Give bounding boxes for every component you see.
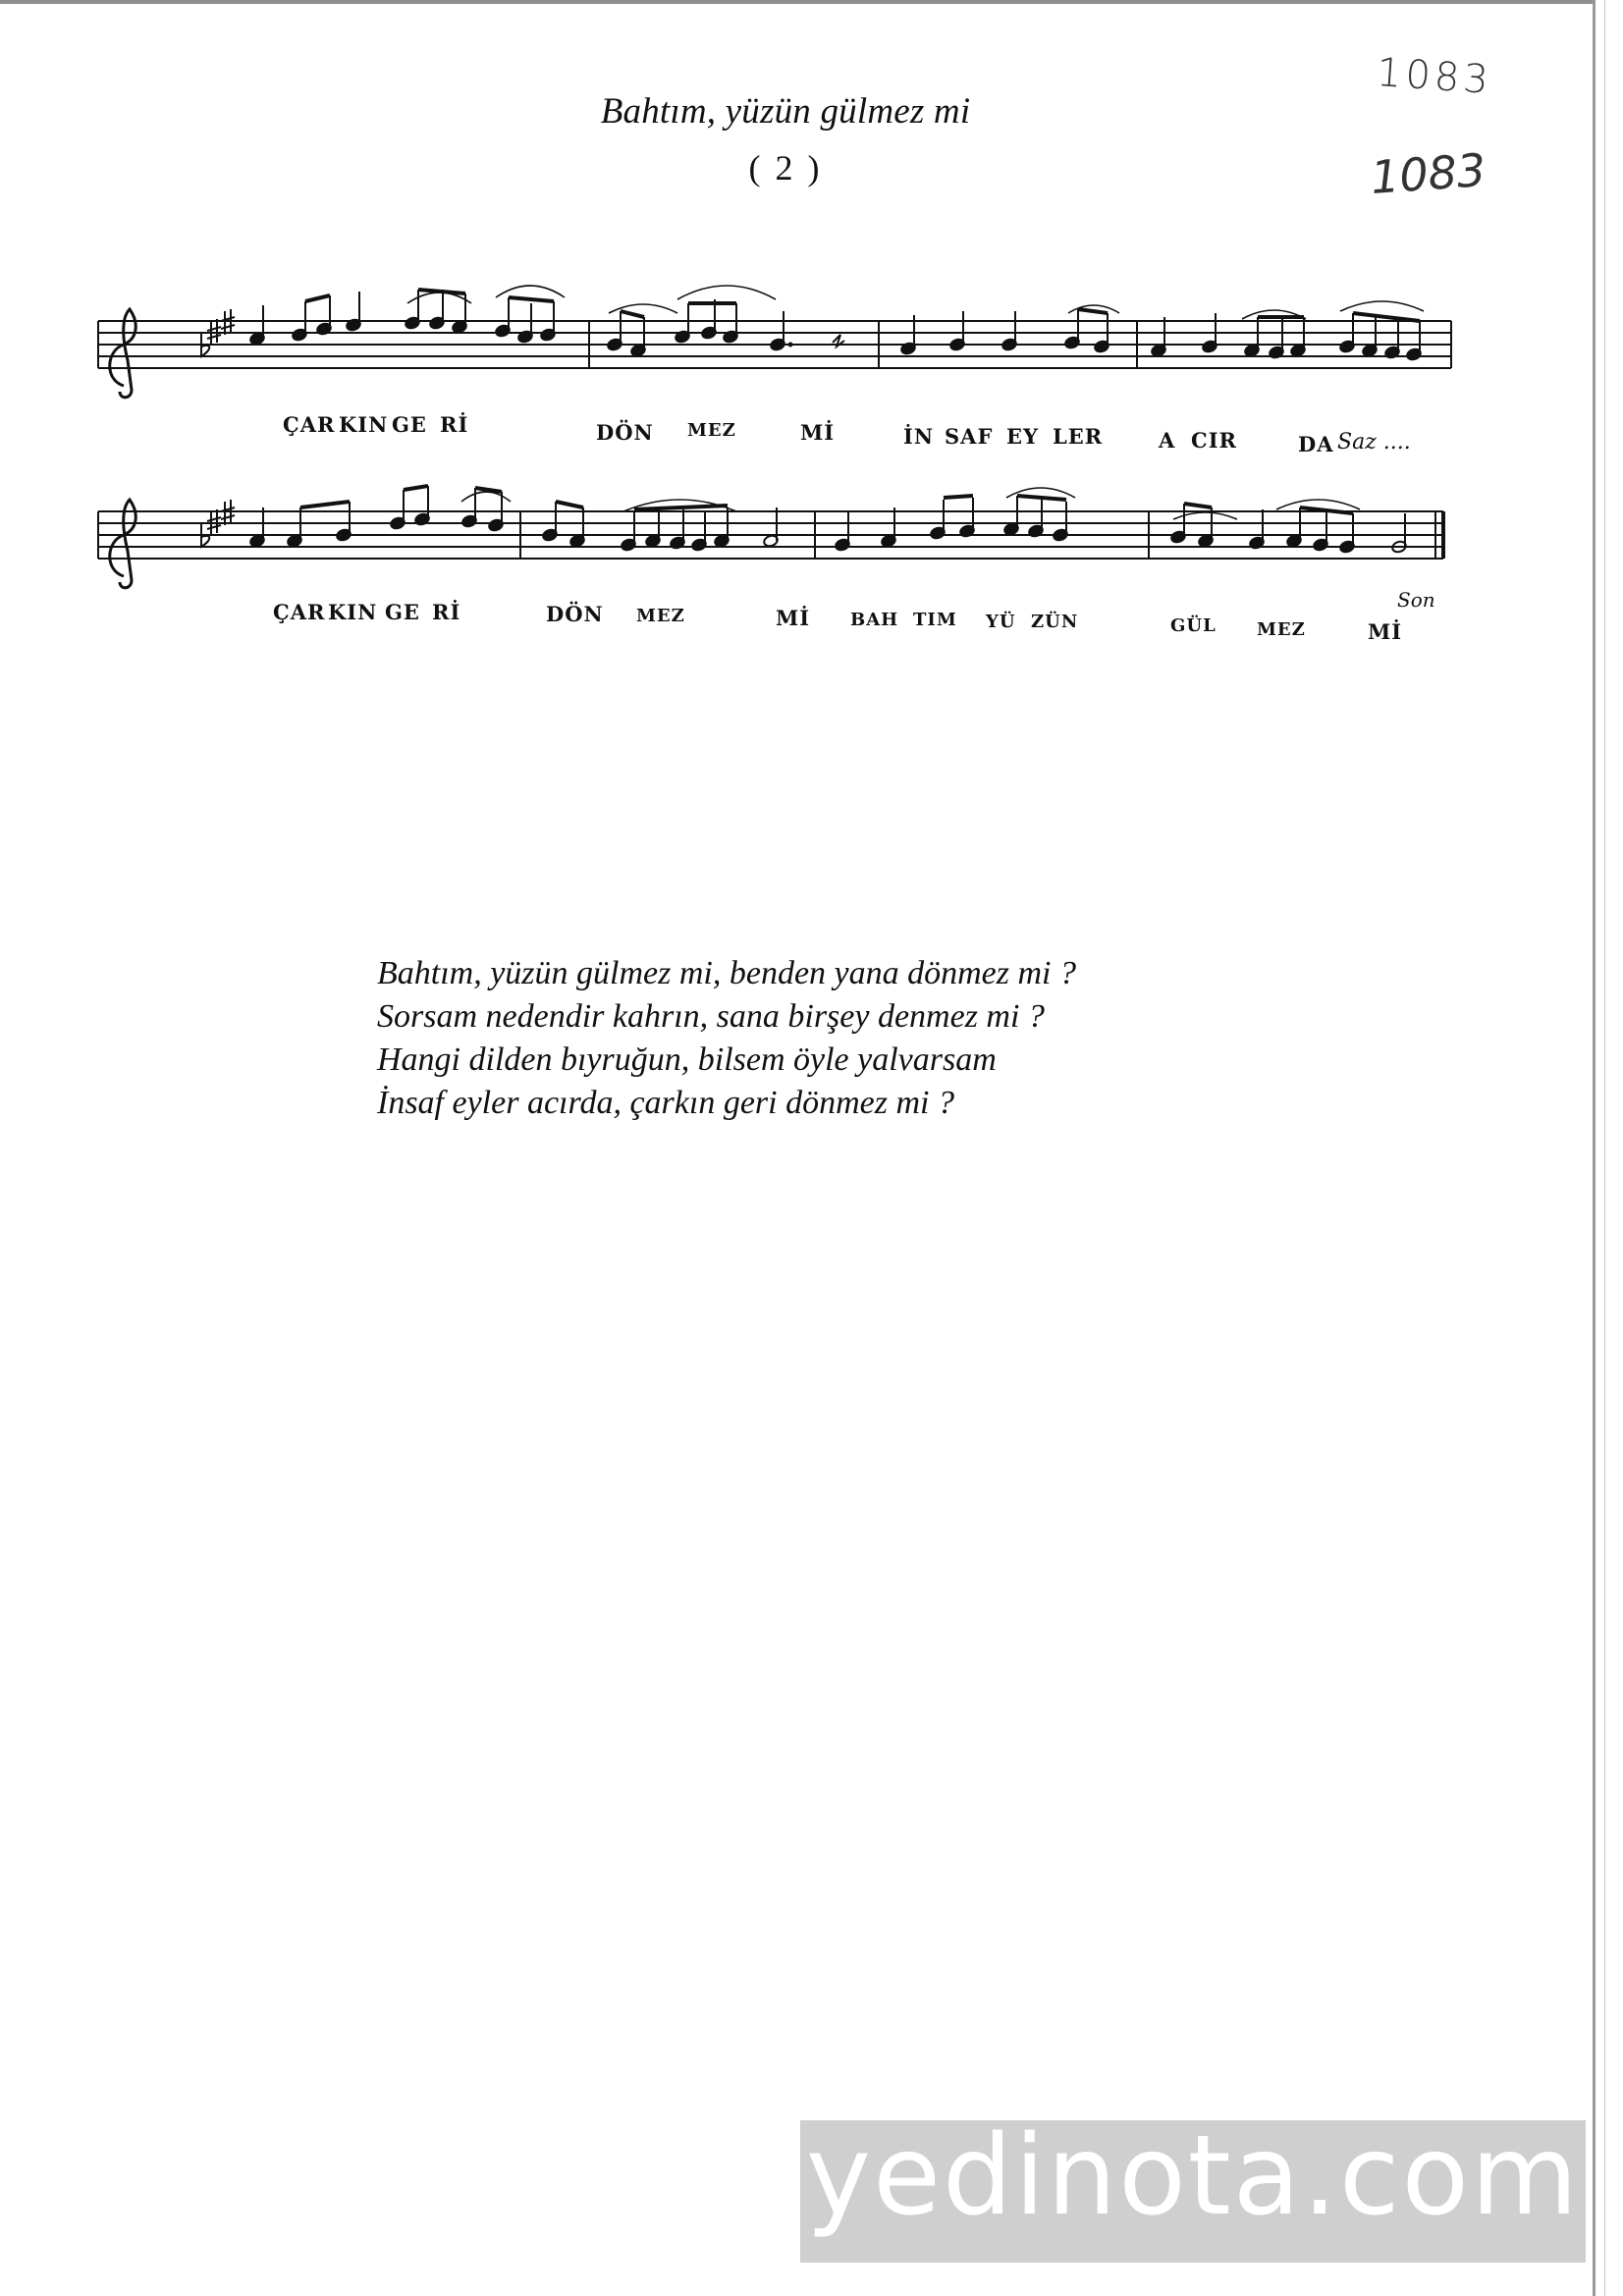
lyric-syllable: YÜ: [986, 612, 1016, 632]
slur-arc: [1340, 301, 1424, 311]
poem-line: Bahtım, yüzün gülmez mi, benden yana dönmez mi ?: [377, 955, 1077, 991]
lyric-syllable: İN: [903, 424, 935, 449]
treble-clef-icon: [110, 309, 136, 398]
catalog-number-stamp: 1083: [1375, 49, 1494, 104]
lyric-syllable: GE: [385, 600, 420, 624]
lyric-syllable: A: [1159, 428, 1176, 453]
dot-mark: [788, 343, 793, 347]
slur-arc: [609, 304, 677, 313]
watermark-text: yedinota.com: [805, 2112, 1581, 2240]
song-number: ( 2 ): [748, 148, 823, 187]
note-beam: [634, 506, 728, 509]
lyric-syllable: Mİ: [800, 420, 836, 445]
lyric-syllable: Rİ: [432, 600, 461, 624]
lyric-syllable: DÖN: [546, 602, 604, 626]
lyric-syllable: LER: [1053, 424, 1104, 449]
note-beam: [509, 297, 554, 301]
lyric-syllable: DA: [1298, 432, 1334, 456]
lyric-syllable: Mİ: [776, 606, 811, 630]
note-beam: [1078, 309, 1108, 313]
lyric-syllable: CIR: [1191, 428, 1237, 453]
lyric-syllable: BAH: [850, 610, 899, 630]
note-beam: [404, 486, 428, 490]
lyric-syllable: MEZ: [1257, 619, 1306, 640]
song-title: Bahtım, yüzün gülmez mi: [600, 91, 971, 132]
note-beam: [300, 502, 350, 507]
lyric-syllable: ÇAR: [273, 600, 326, 624]
slur-arc: [461, 492, 511, 502]
note-beam: [1017, 496, 1066, 500]
lyric-syllable: DÖN: [596, 420, 654, 445]
poem-lyrics: [377, 952, 1076, 1125]
slur-arc: [496, 286, 565, 297]
note-beam: [944, 496, 973, 498]
lyric-syllable: SAF: [945, 424, 994, 449]
catalog-number-handwritten: 1083: [1369, 142, 1488, 205]
lyric-saz-mark: Saz ....: [1337, 430, 1411, 454]
lyric-syllable: Rİ: [440, 412, 469, 437]
slur-arc: [1173, 512, 1237, 519]
lyric-syllable: EY: [1006, 424, 1039, 449]
poem-line: İnsaf eyler acırda, çarkın geri dönmez mi ?: [377, 1085, 954, 1121]
treble-clef-icon: [110, 500, 136, 588]
note-beam: [621, 311, 644, 317]
note-beam: [1184, 504, 1212, 507]
lyric-syllable: Mİ: [1368, 619, 1403, 644]
lyric-syllable: MEZ: [687, 420, 736, 441]
lyric-syllable: TIM: [913, 610, 957, 630]
lyric-syllable: KIN: [328, 600, 378, 624]
lyric-syllable: KIN: [339, 412, 389, 437]
note-beam: [305, 295, 330, 301]
poem-line: Hangi dilden bıyruğun, bilsem öyle yalvarsam: [377, 1041, 997, 1078]
lyric-syllable: GÜL: [1170, 615, 1217, 636]
poem-line: Sorsam nedendir kahrın, sana birşey denmez mi ?: [377, 998, 1045, 1035]
lyric-syllable: ZÜN: [1031, 612, 1079, 632]
lyric-syllable: ÇAR: [283, 412, 336, 437]
note-beam: [1353, 313, 1420, 321]
end-mark: Son: [1397, 588, 1435, 612]
lyric-syllable: MEZ: [636, 606, 685, 626]
note-beam: [556, 502, 583, 507]
slur-arc: [677, 286, 776, 299]
lyric-syllable: GE: [392, 412, 427, 437]
